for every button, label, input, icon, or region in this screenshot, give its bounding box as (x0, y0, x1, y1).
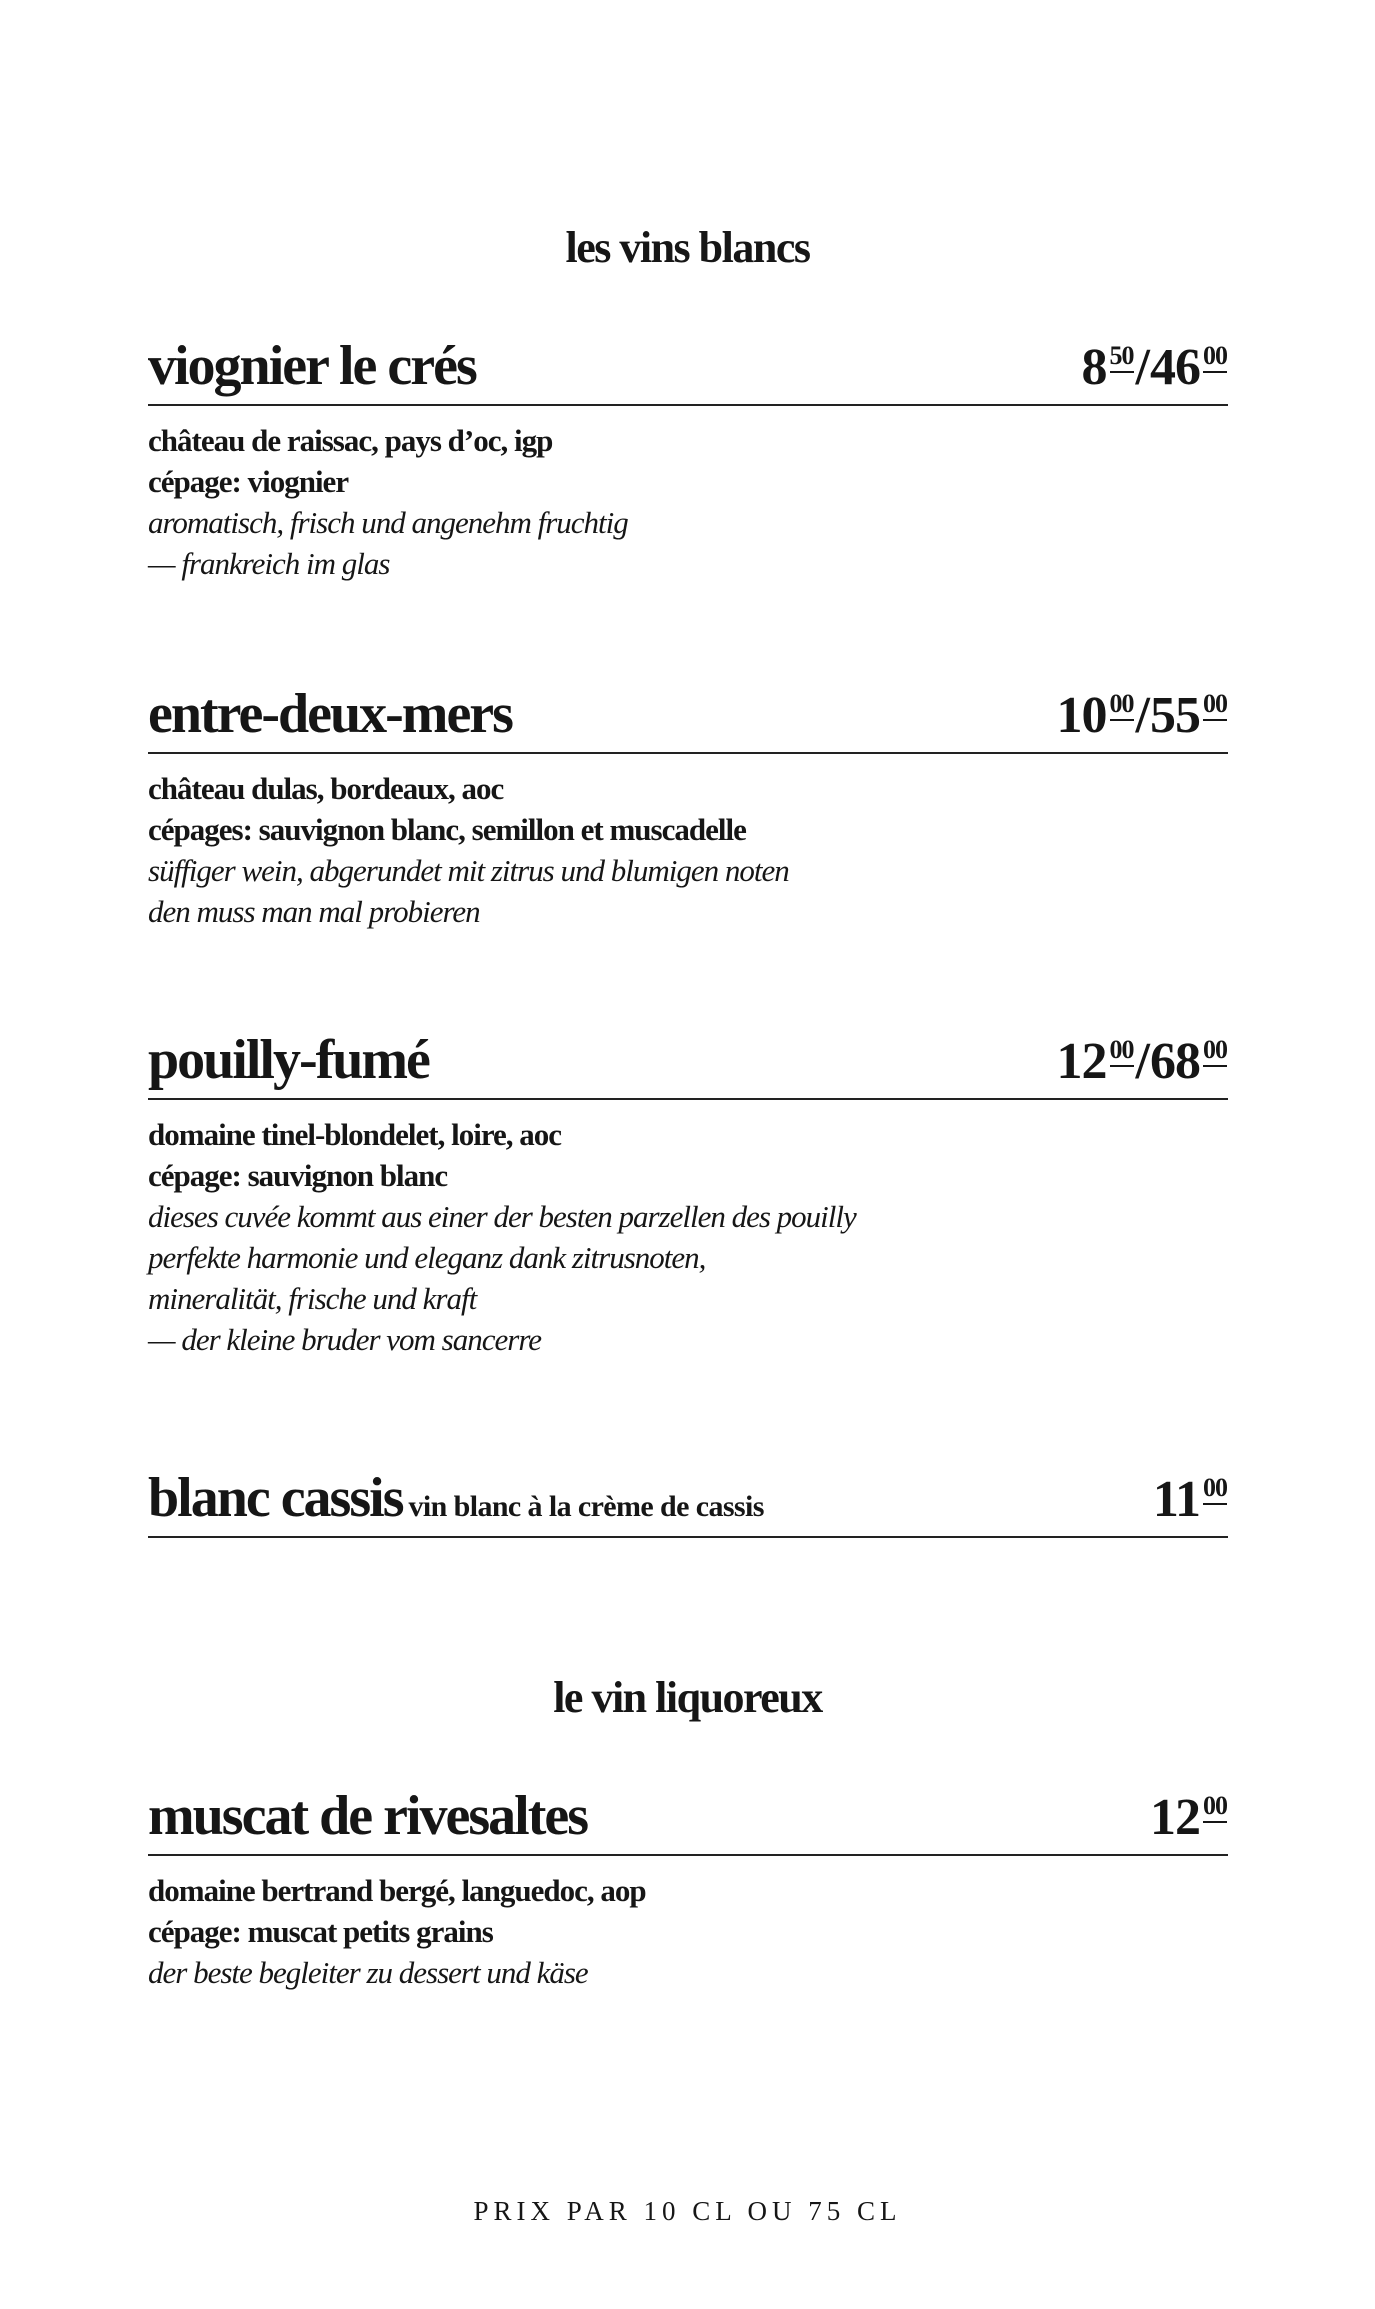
wine-price (1081, 339, 1228, 396)
price-bottle-cents: 00 (1203, 690, 1227, 721)
wine-header (148, 1029, 1228, 1100)
wine-producer: château dulas, bordeaux, aoc (148, 771, 504, 806)
price-bottle-cents: 00 (1203, 342, 1227, 373)
section-title-white-wines: les vins blancs (565, 223, 810, 272)
wine-note: aromatisch, frisch und angenehm fruchtig (148, 505, 628, 540)
price-glass-cents: 00 (1110, 690, 1134, 721)
wine-item-muscat-de-rivesaltes (148, 1785, 1228, 1993)
wine-grape: cépage: muscat petits grains (148, 1914, 493, 1949)
wine-header (148, 683, 1228, 754)
wine-price (1152, 1471, 1228, 1528)
wine-grape: cépage: viognier (148, 464, 349, 499)
price-separator: / (1135, 339, 1149, 396)
wine-note: dieses cuvée kommt aus einer der besten parzellen des pouilly (148, 1199, 856, 1234)
price-bottle: 55 (1150, 687, 1200, 744)
wine-note: der beste begleiter zu dessert und käse (148, 1955, 588, 1990)
wine-subtitle: vin blanc à la crème de cassis (408, 1490, 764, 1523)
wine-grape: cépages: sauvignon blanc, semillon et muscadelle (148, 812, 746, 847)
wine-name: viognier le crés (148, 335, 476, 397)
price-separator: / (1135, 1033, 1149, 1090)
wine-producer: château de raissac, pays d’oc, igp (148, 423, 553, 458)
wine-grape: cépage: sauvignon blanc (148, 1158, 448, 1193)
wine-note: — der kleine bruder vom sancerre (148, 1322, 541, 1357)
price-cents: 00 (1203, 1474, 1227, 1505)
wine-header (148, 1785, 1228, 1856)
wine-note: perfekte harmonie und eleganz dank zitrusnoten, (148, 1240, 706, 1275)
wine-header (148, 1467, 1228, 1538)
price-whole: 11 (1152, 1471, 1200, 1528)
wine-details (148, 1114, 1228, 1360)
wine-header (148, 335, 1228, 406)
wine-item-pouilly-fume (148, 1029, 1228, 1360)
price-whole: 12 (1150, 1789, 1200, 1846)
price-bottle-cents: 00 (1203, 1036, 1227, 1067)
section-title-sweet-wine: le vin liquoreux (553, 1673, 822, 1722)
price-glass: 8 (1081, 339, 1107, 396)
wine-price (1150, 1789, 1228, 1846)
wine-item-blanc-cassis (148, 1467, 1228, 1538)
wine-item-viognier (148, 335, 1228, 584)
wine-producer: domaine tinel-blondelet, loire, aoc (148, 1117, 562, 1152)
wine-note: süffiger wein, abgerundet mit zitrus und blumigen noten (148, 853, 789, 888)
price-glass-cents: 00 (1110, 1036, 1134, 1067)
wine-item-entre-deux-mers (148, 683, 1228, 932)
price-separator: / (1135, 687, 1149, 744)
wine-name (148, 1467, 764, 1529)
wine-price (1056, 687, 1228, 744)
wine-details (148, 1870, 1228, 1993)
footer-note: PRIX PAR 10 CL OU 75 CL (473, 2196, 902, 2226)
price-glass-cents: 50 (1110, 342, 1134, 373)
wine-note: — frankreich im glas (148, 546, 390, 581)
price-glass: 12 (1056, 1033, 1107, 1090)
wine-name: muscat de rivesaltes (148, 1785, 588, 1847)
wine-producer: domaine bertrand bergé, languedoc, aop (148, 1873, 646, 1908)
wine-details (148, 420, 1228, 584)
wine-name: entre-deux-mers (148, 683, 512, 745)
wine-note: mineralität, frische und kraft (148, 1281, 477, 1316)
price-bottle: 46 (1150, 339, 1200, 396)
price-glass: 10 (1056, 687, 1107, 744)
wine-note: den muss man mal probieren (148, 894, 480, 929)
wine-details (148, 768, 1228, 932)
wine-price (1056, 1033, 1228, 1090)
wine-name: pouilly-fumé (148, 1029, 429, 1091)
price-cents: 00 (1203, 1792, 1227, 1823)
wine-name-text: blanc cassis (148, 1467, 403, 1529)
price-bottle: 68 (1150, 1033, 1200, 1090)
